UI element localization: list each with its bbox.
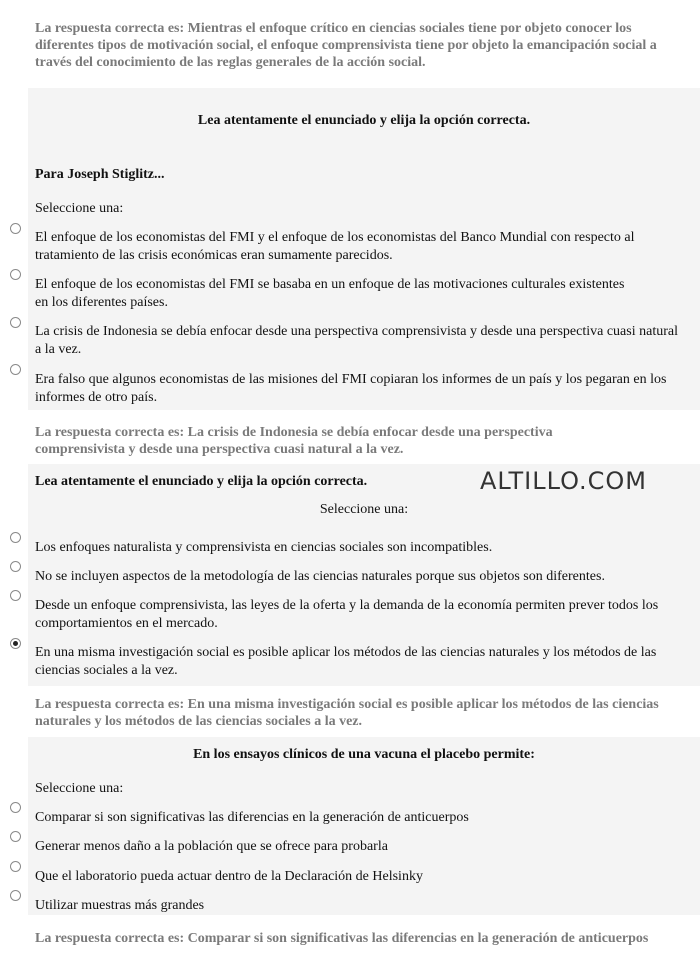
question-3-feedback: La respuesta correcta es: Comparar si son significativas las diferencias en la generación de anticuerpos bbox=[35, 931, 649, 946]
question-2-option-4-radio[interactable] bbox=[10, 638, 21, 649]
question-1-option-1-radio[interactable] bbox=[10, 223, 21, 234]
selected-radio-dot bbox=[13, 641, 18, 646]
question-3-option-3[interactable]: Que el laboratorio pueda actuar dentro de la Declaración de Helsinky bbox=[35, 869, 423, 884]
question-1-option-4-radio[interactable] bbox=[10, 364, 21, 375]
question-2-select-label: Seleccione una: bbox=[319, 502, 409, 517]
question-1-option-3-radio[interactable] bbox=[10, 317, 21, 328]
question-1-instruction: Lea atentamente el enunciado y elija la opción correcta. bbox=[197, 113, 531, 128]
question-3-select-label: Seleccione una: bbox=[35, 781, 124, 796]
altillo-watermark: ALTILLO.COM bbox=[480, 467, 648, 495]
question-2-option-3[interactable]: Desde un enfoque comprensivista, las leyes de la oferta y la demanda de la economía permiten prever todos los comportamientos en el mercado. bbox=[35, 598, 659, 631]
question-3-option-4-radio[interactable] bbox=[10, 890, 21, 901]
question-3-option-2-radio[interactable] bbox=[10, 831, 21, 842]
question-2-instruction: Lea atentamente el enunciado y elija la opción correcta. bbox=[35, 474, 368, 489]
question-2-option-1-radio[interactable] bbox=[10, 532, 21, 543]
question-1-stem: Para Joseph Stiglitz... bbox=[35, 167, 165, 182]
question-2-option-1[interactable]: Los enfoques naturalista y comprensivista en ciencias sociales son incompatibles. bbox=[35, 540, 493, 555]
question-1-option-1[interactable]: El enfoque de los economistas del FMI y el enfoque de los economistas del Banco Mundial con respecto al tratamiento de las crisis económicas eran sumamente parecidos. bbox=[35, 230, 635, 263]
question-3-instruction: En los ensayos clínicos de una vacuna el placebo permite: bbox=[193, 747, 535, 762]
question-3-option-1-radio[interactable] bbox=[10, 802, 21, 813]
question-3-option-1[interactable]: Comparar si son significativas las diferencias en la generación de anticuerpos bbox=[35, 810, 469, 825]
question-2-option-4[interactable]: En una misma investigación social es posible aplicar los métodos de las ciencias naturales y los métodos de las ciencias sociales a la vez. bbox=[35, 645, 657, 678]
question-1-option-4[interactable]: Era falso que algunos economistas de las misiones del FMI copiaran los informes de un país y los pegaran en los informes de otro país. bbox=[35, 372, 667, 405]
question-1-option-2-radio[interactable] bbox=[10, 269, 21, 280]
question-2-feedback: La respuesta correcta es: En una misma investigación social es posible aplicar los métodos de las ciencias naturales y los métodos de las ciencias sociales a la vez. bbox=[35, 697, 659, 729]
question-1-select-label: Seleccione una: bbox=[35, 201, 124, 216]
question-2-option-2[interactable]: No se incluyen aspectos de la metodología de las ciencias naturales porque sus objetos son diferentes. bbox=[35, 569, 605, 584]
question-2-option-2-radio[interactable] bbox=[10, 561, 21, 572]
question-1-option-2[interactable]: El enfoque de los economistas del FMI se basaba en un enfoque de las motivaciones culturales existentes en los diferentes países. bbox=[35, 277, 625, 310]
question-1-feedback: La respuesta correcta es: La crisis de Indonesia se debía enfocar desde una perspectiva comprensivista y desde una perspectiva cuasi natural a la vez. bbox=[35, 425, 553, 457]
previous-answer-feedback: La respuesta correcta es: Mientras el enfoque crítico en ciencias sociales tiene por objeto conocer los diferentes tipos de motivación social, el enfoque comprensivista tiene por objeto la emancipación social a través del conocimiento de las reglas generales de la acción social. bbox=[35, 21, 657, 70]
question-3-option-2[interactable]: Generar menos daño a la población que se ofrece para probarla bbox=[35, 839, 388, 854]
question-3-option-3-radio[interactable] bbox=[10, 861, 21, 872]
question-3-option-4[interactable]: Utilizar muestras más grandes bbox=[35, 898, 205, 913]
question-1-option-3[interactable]: La crisis de Indonesia se debía enfocar desde una perspectiva comprensivista y desde una perspectiva cuasi natural a la vez. bbox=[35, 324, 678, 357]
question-2-option-3-radio[interactable] bbox=[10, 590, 21, 601]
